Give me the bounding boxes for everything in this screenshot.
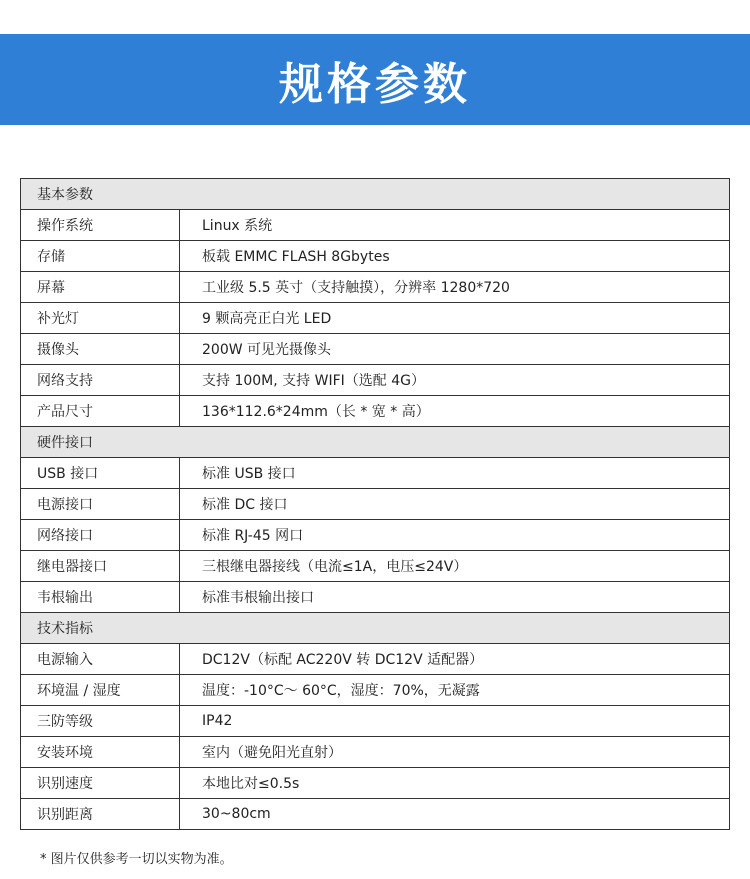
section-title: 硬件接口 [21, 427, 730, 458]
spec-value: 室内（避免阳光直射） [180, 737, 730, 768]
section-header-row [21, 427, 730, 458]
spec-label: 电源接口 [21, 489, 180, 520]
spec-value: 200W 可见光摄像头 [180, 334, 730, 365]
footnote: * 图片仅供参考一切以实物为准。 [40, 852, 233, 867]
spec-label: 操作系统 [21, 210, 180, 241]
spec-value: IP42 [180, 706, 730, 737]
spec-value: 标准 DC 接口 [180, 489, 730, 520]
spec-row [21, 799, 730, 830]
spec-row [21, 706, 730, 737]
spec-row [21, 365, 730, 396]
title-banner [0, 34, 750, 125]
spec-value: 本地比对≤0.5s [180, 768, 730, 799]
spec-row [21, 768, 730, 799]
section-header-row [21, 179, 730, 210]
spec-value: 支持 100M, 支持 WIFI（选配 4G） [180, 365, 730, 396]
spec-row [21, 272, 730, 303]
spec-row [21, 334, 730, 365]
spec-value: 板载 EMMC FLASH 8Gbytes [180, 241, 730, 272]
section-header-row [21, 613, 730, 644]
spec-value: 30~80cm [180, 799, 730, 830]
spec-row [21, 644, 730, 675]
spec-table-body [21, 179, 730, 830]
spec-value: Linux 系统 [180, 210, 730, 241]
spec-label: USB 接口 [21, 458, 180, 489]
spec-value: 温度：-10°C～ 60°C，湿度：70%，无凝露 [180, 675, 730, 706]
spec-label: 韦根输出 [21, 582, 180, 613]
spec-label: 产品尺寸 [21, 396, 180, 427]
spec-label: 安装环境 [21, 737, 180, 768]
spec-label: 继电器接口 [21, 551, 180, 582]
spec-label: 屏幕 [21, 272, 180, 303]
page-title: 规格参数 [279, 58, 471, 110]
spec-label: 识别速度 [21, 768, 180, 799]
spec-label: 摄像头 [21, 334, 180, 365]
spec-label: 识别距离 [21, 799, 180, 830]
spec-row [21, 396, 730, 427]
spec-value: 标准韦根输出接口 [180, 582, 730, 613]
spec-value: 三根继电器接线（电流≤1A，电压≤24V） [180, 551, 730, 582]
spec-label: 补光灯 [21, 303, 180, 334]
section-title: 基本参数 [21, 179, 730, 210]
spec-label: 环境温 / 湿度 [21, 675, 180, 706]
spec-label: 网络接口 [21, 520, 180, 551]
spec-value: 标准 RJ-45 网口 [180, 520, 730, 551]
spec-row [21, 520, 730, 551]
spec-label: 三防等级 [21, 706, 180, 737]
spec-label: 电源输入 [21, 644, 180, 675]
spec-value: 标准 USB 接口 [180, 458, 730, 489]
spec-value: 工业级 5.5 英寸（支持触摸），分辨率 1280*720 [180, 272, 730, 303]
section-title: 技术指标 [21, 613, 730, 644]
spec-row [21, 241, 730, 272]
spec-value: 136*112.6*24mm（长 * 宽 * 高） [180, 396, 730, 427]
spec-row [21, 551, 730, 582]
spec-row [21, 303, 730, 334]
spec-value: 9 颗高亮正白光 LED [180, 303, 730, 334]
spec-row [21, 737, 730, 768]
spec-row [21, 458, 730, 489]
spec-table [20, 178, 730, 830]
spec-row [21, 675, 730, 706]
spec-label: 网络支持 [21, 365, 180, 396]
spec-row [21, 489, 730, 520]
spec-row [21, 210, 730, 241]
spec-row [21, 582, 730, 613]
spec-value: DC12V（标配 AC220V 转 DC12V 适配器） [180, 644, 730, 675]
spec-label: 存储 [21, 241, 180, 272]
